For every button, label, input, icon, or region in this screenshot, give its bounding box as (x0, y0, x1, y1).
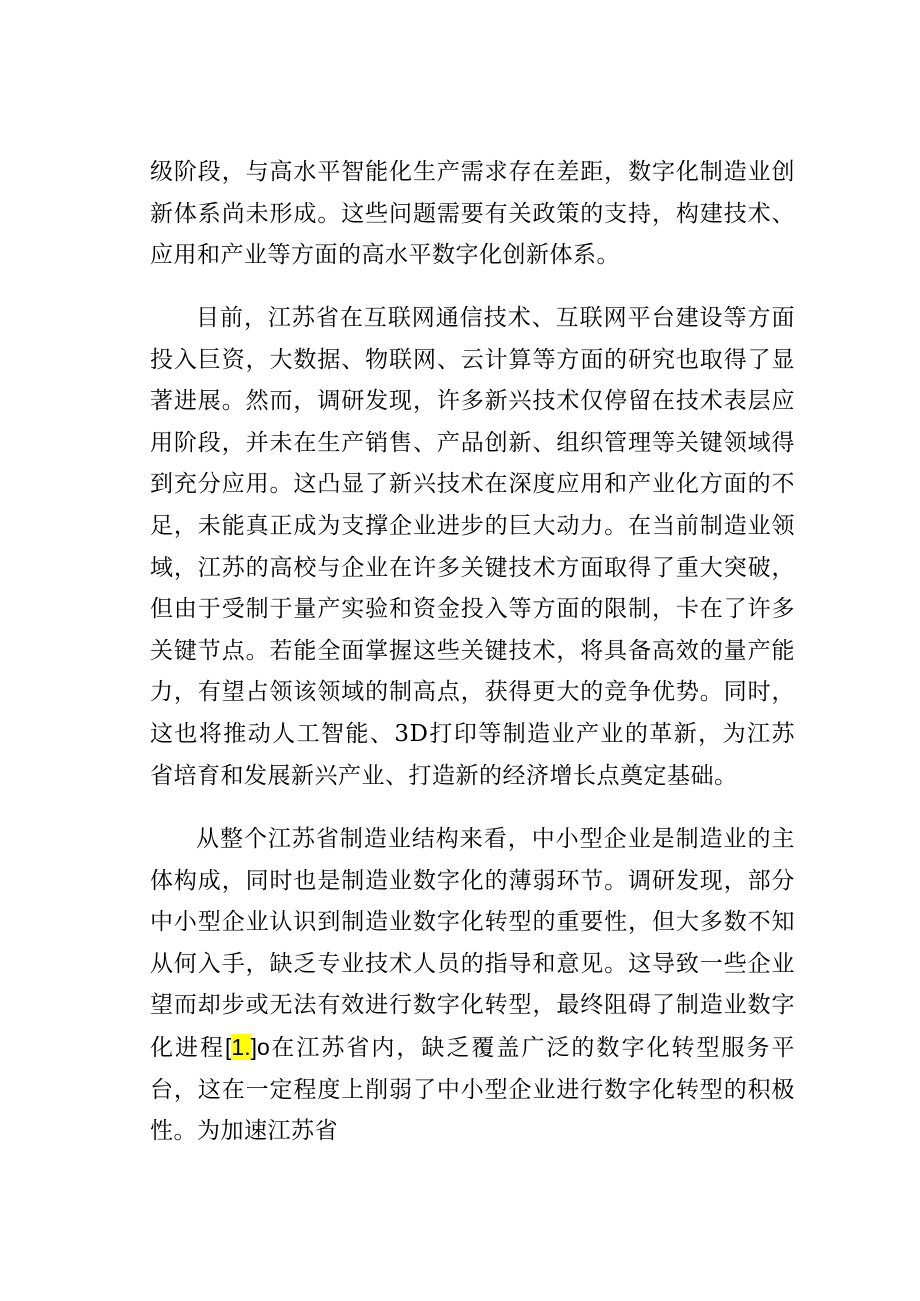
paragraph-3-text-after: 在江苏省内，缺乏覆盖广泛的数字化转型服务平台，这在一定程度上削弱了中小型企业进行数字化转型的积极性。为加速江苏省 (150, 1034, 796, 1145)
paragraph-3 (150, 819, 795, 1153)
paragraph-emerging-tech (150, 298, 795, 797)
paragraph-1-text: 级阶段，与高水平智能化生产需求存在差距，数字化制造业创新体系尚未形成。这些问题需要有关政策的支持，构建技术、应用和产业等方面的高水平数字化创新体系。 (150, 159, 795, 269)
after-citation-char: o (257, 1033, 270, 1060)
citation-open-bracket: [ (225, 1033, 232, 1060)
paragraph-sme-structure (150, 819, 795, 1153)
highlighted-citation: 1. (231, 1033, 251, 1060)
citation-close-bracket: ] (250, 1033, 257, 1060)
paragraph-3-text-before: 从整个江苏省制造业结构来看，中小型企业是制造业的主体构成，同时也是制造业数字化的薄弱环节。调研发现，部分中小型企业认识到制造业数字化转型的重要性，但大多数不知从何入手，缺乏专业技术人员的指导和意见。这导致一些企业望而却步或无法有效进行数字化转型，最终阻碍了制造业数字化进程 (150, 826, 795, 1061)
paragraph-continuation (150, 152, 795, 277)
paragraph-2-text: 目前，江苏省在互联网通信技术、互联网平台建设等方面投入巨资，大数据、物联网、云计算等方面的研究也取得了显著进展。然而，调研发现，许多新兴技术仅停留在技术表层应用阶段，并未在生产销售、产品创新、组织管理等关键领域得到充分应用。这凸显了新兴技术在深度应用和产业化方面的不足，未能真正成为支撑企业进步的巨大动力。在当前制造业领域，江苏的高校与企业在许多关键技术方面取得了重大突破，但由于受制于量产实验和资金投入等方面的限制，卡在了许多关键节点。若能全面掌握这些关键技术，将具备高效的量产能力，有望占领该领域的制高点，获得更大的竞争优势。同时，这也将推动人工智能、3D打印等制造业产业的革新，为江苏省培育和发展新兴产业、打造新的经济增长点奠定基础。 (150, 305, 795, 789)
